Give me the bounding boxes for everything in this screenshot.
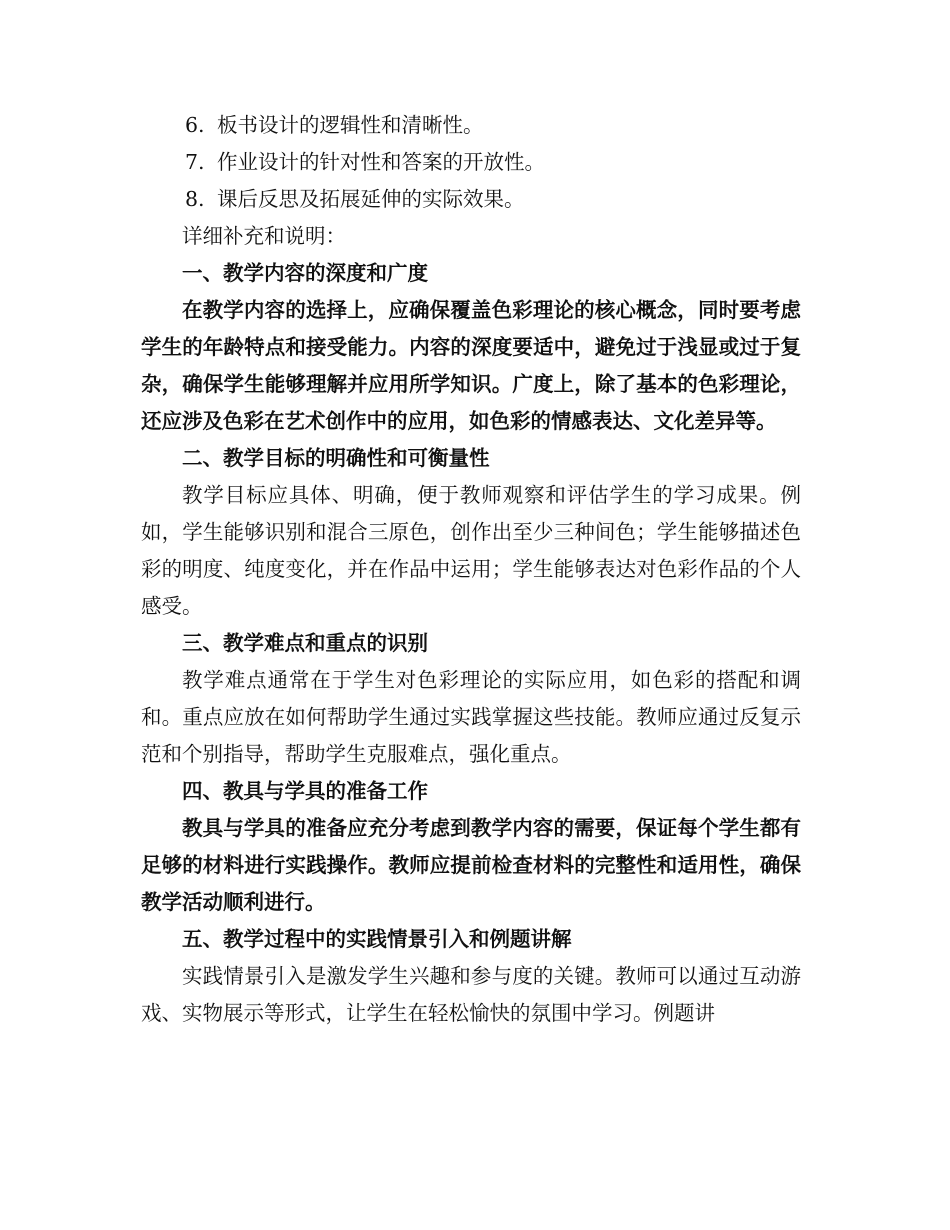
section-heading-5: 五、教学过程中的实践情景引入和例题讲解: [182, 927, 572, 951]
section-heading-2: 二、教学目标的明确性和可衡量性: [182, 446, 490, 470]
list-text: 板书设计的逻辑性和清晰性。: [217, 113, 484, 137]
list-text: 课后反思及拓展延伸的实际效果。: [217, 187, 525, 211]
section-heading-1: 一、教学内容的深度和广度: [182, 261, 428, 285]
section-body-5: 实践情景引入是激发学生兴趣和参与度的关键。教师可以通过互动游戏、实物展示等形式，让学生在轻松愉快的氛围中学习。例题讲: [141, 964, 801, 1025]
intro-paragraph: 详细补充和说明：: [182, 224, 346, 248]
section-heading-3: 三、教学难点和重点的识别: [182, 631, 428, 655]
list-text: 作业设计的针对性和答案的开放性。: [217, 150, 545, 174]
section-body-2: 教学目标应具体、明确，便于教师观察和评估学生的学习成果。例如，学生能够识别和混合三原色，创作出至少三种间色；学生能够描述色彩的明度、纯度变化，并在作品中运用；学生能够表达对色彩作品的个人感受。: [141, 483, 801, 618]
list-number: 8.: [185, 187, 205, 211]
list-item-7: [141, 144, 801, 181]
list-item-6: [141, 107, 801, 144]
section-body-1: 在教学内容的选择上，应确保覆盖色彩理论的核心概念，同时要考虑学生的年龄特点和接受能力。内容的深度要适中，避免过于浅显或过于复杂，确保学生能够理解并应用所学知识。广度上，除了基本的色彩理论，还应涉及色彩在艺术创作中的应用，如色彩的情感表达、文化差异等。: [141, 298, 801, 433]
list-number: 7.: [185, 150, 205, 174]
list-item-8: [141, 181, 801, 218]
list-number: 6.: [185, 113, 205, 137]
section-heading-4: 四、教具与学具的准备工作: [182, 779, 428, 803]
document-content: [141, 107, 801, 1032]
section-body-3: 教学难点通常在于学生对色彩理论的实际应用，如色彩的搭配和调和。重点应放在如何帮助学生通过实践掌握这些技能。教师应通过反复示范和个别指导，帮助学生克服难点，强化重点。: [141, 668, 801, 766]
section-body-4: 教具与学具的准备应充分考虑到教学内容的需要，保证每个学生都有足够的材料进行实践操作。教师应提前检查材料的完整性和适用性，确保教学活动顺利进行。: [141, 816, 801, 914]
